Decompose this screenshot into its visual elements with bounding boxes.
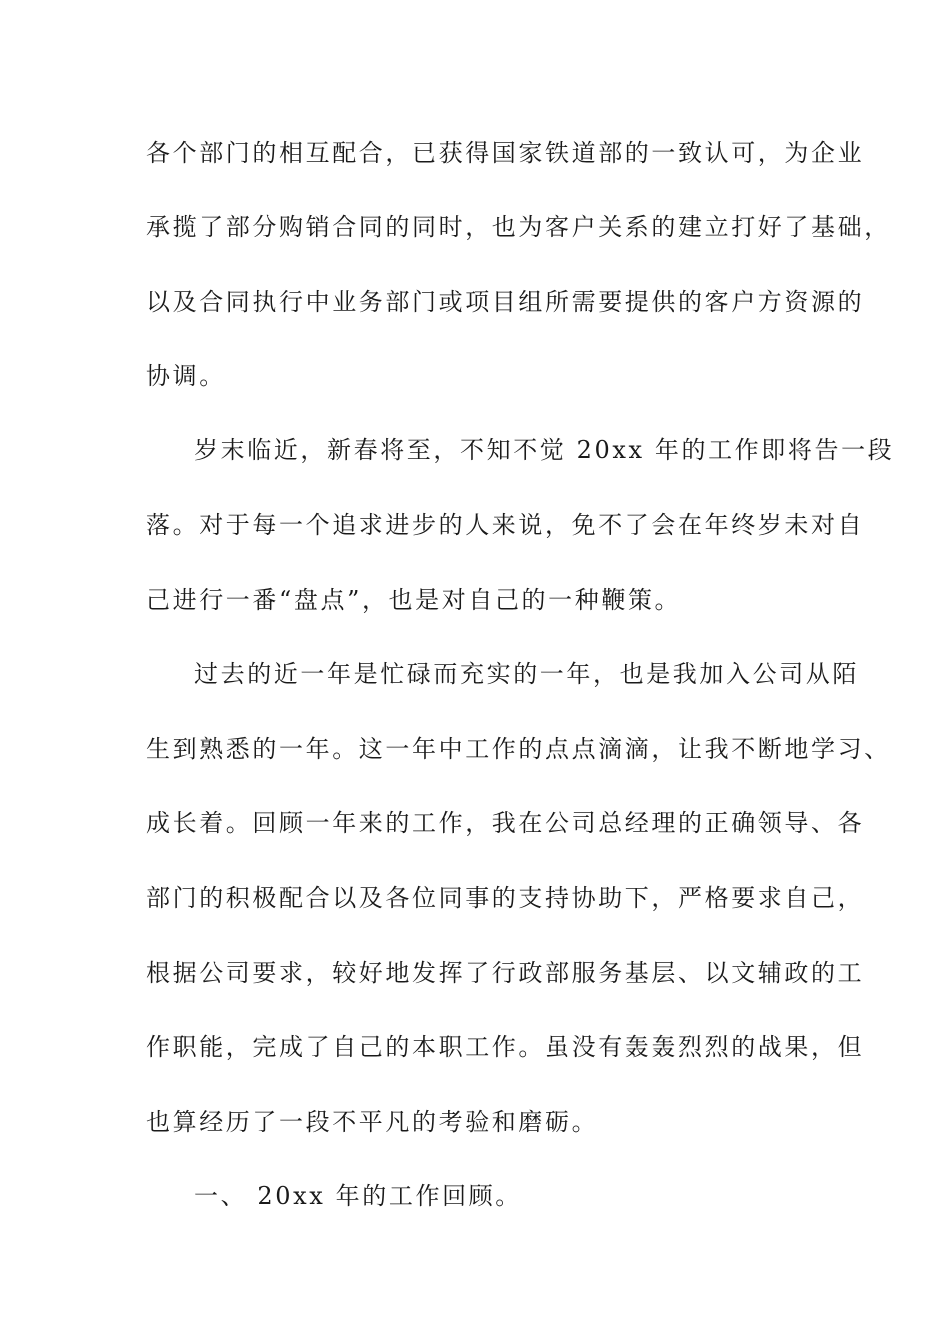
paragraph-line: 成长着。回顾一年来的工作，我在公司总经理的正确领导、各: [146, 809, 865, 837]
paragraph-line: 己进行一番“盘点”，也是对自己的一种鞭策。: [146, 586, 682, 614]
section-heading: 一、 20xx 年的工作回顾。: [194, 1182, 522, 1210]
paragraph-line: 岁末临近，新春将至，不知不觉 20xx 年的工作即将告一段: [194, 436, 895, 464]
paragraph-line: 部门的积极配合以及各位同事的支持协助下，严格要求自己，: [146, 884, 865, 912]
paragraph-line: 承揽了部分购销合同的同时，也为客户关系的建立打好了基础，: [146, 213, 891, 241]
paragraph-line: 各个部门的相互配合，已获得国家铁道部的一致认可，为企业: [146, 139, 865, 167]
paragraph-line: 也算经历了一段不平凡的考验和磨砺。: [146, 1108, 599, 1136]
paragraph-line: 过去的近一年是忙碌而充实的一年，也是我加入公司从陌: [194, 660, 859, 688]
paragraph-line: 生到熟悉的一年。这一年中工作的点点滴滴，让我不断地学习、: [146, 735, 891, 763]
paragraph-line: 协调。: [146, 362, 226, 390]
paragraph-line: 以及合同执行中业务部门或项目组所需要提供的客户方资源的: [146, 288, 865, 316]
paragraph-line: 落。对于每一个追求进步的人来说，免不了会在年终岁未对自: [146, 511, 865, 539]
paragraph-line: 根据公司要求，较好地发挥了行政部服务基层、以文辅政的工: [146, 959, 865, 987]
paragraph-line: 作职能，完成了自己的本职工作。虽没有轰轰烈烈的战果，但: [146, 1033, 865, 1061]
